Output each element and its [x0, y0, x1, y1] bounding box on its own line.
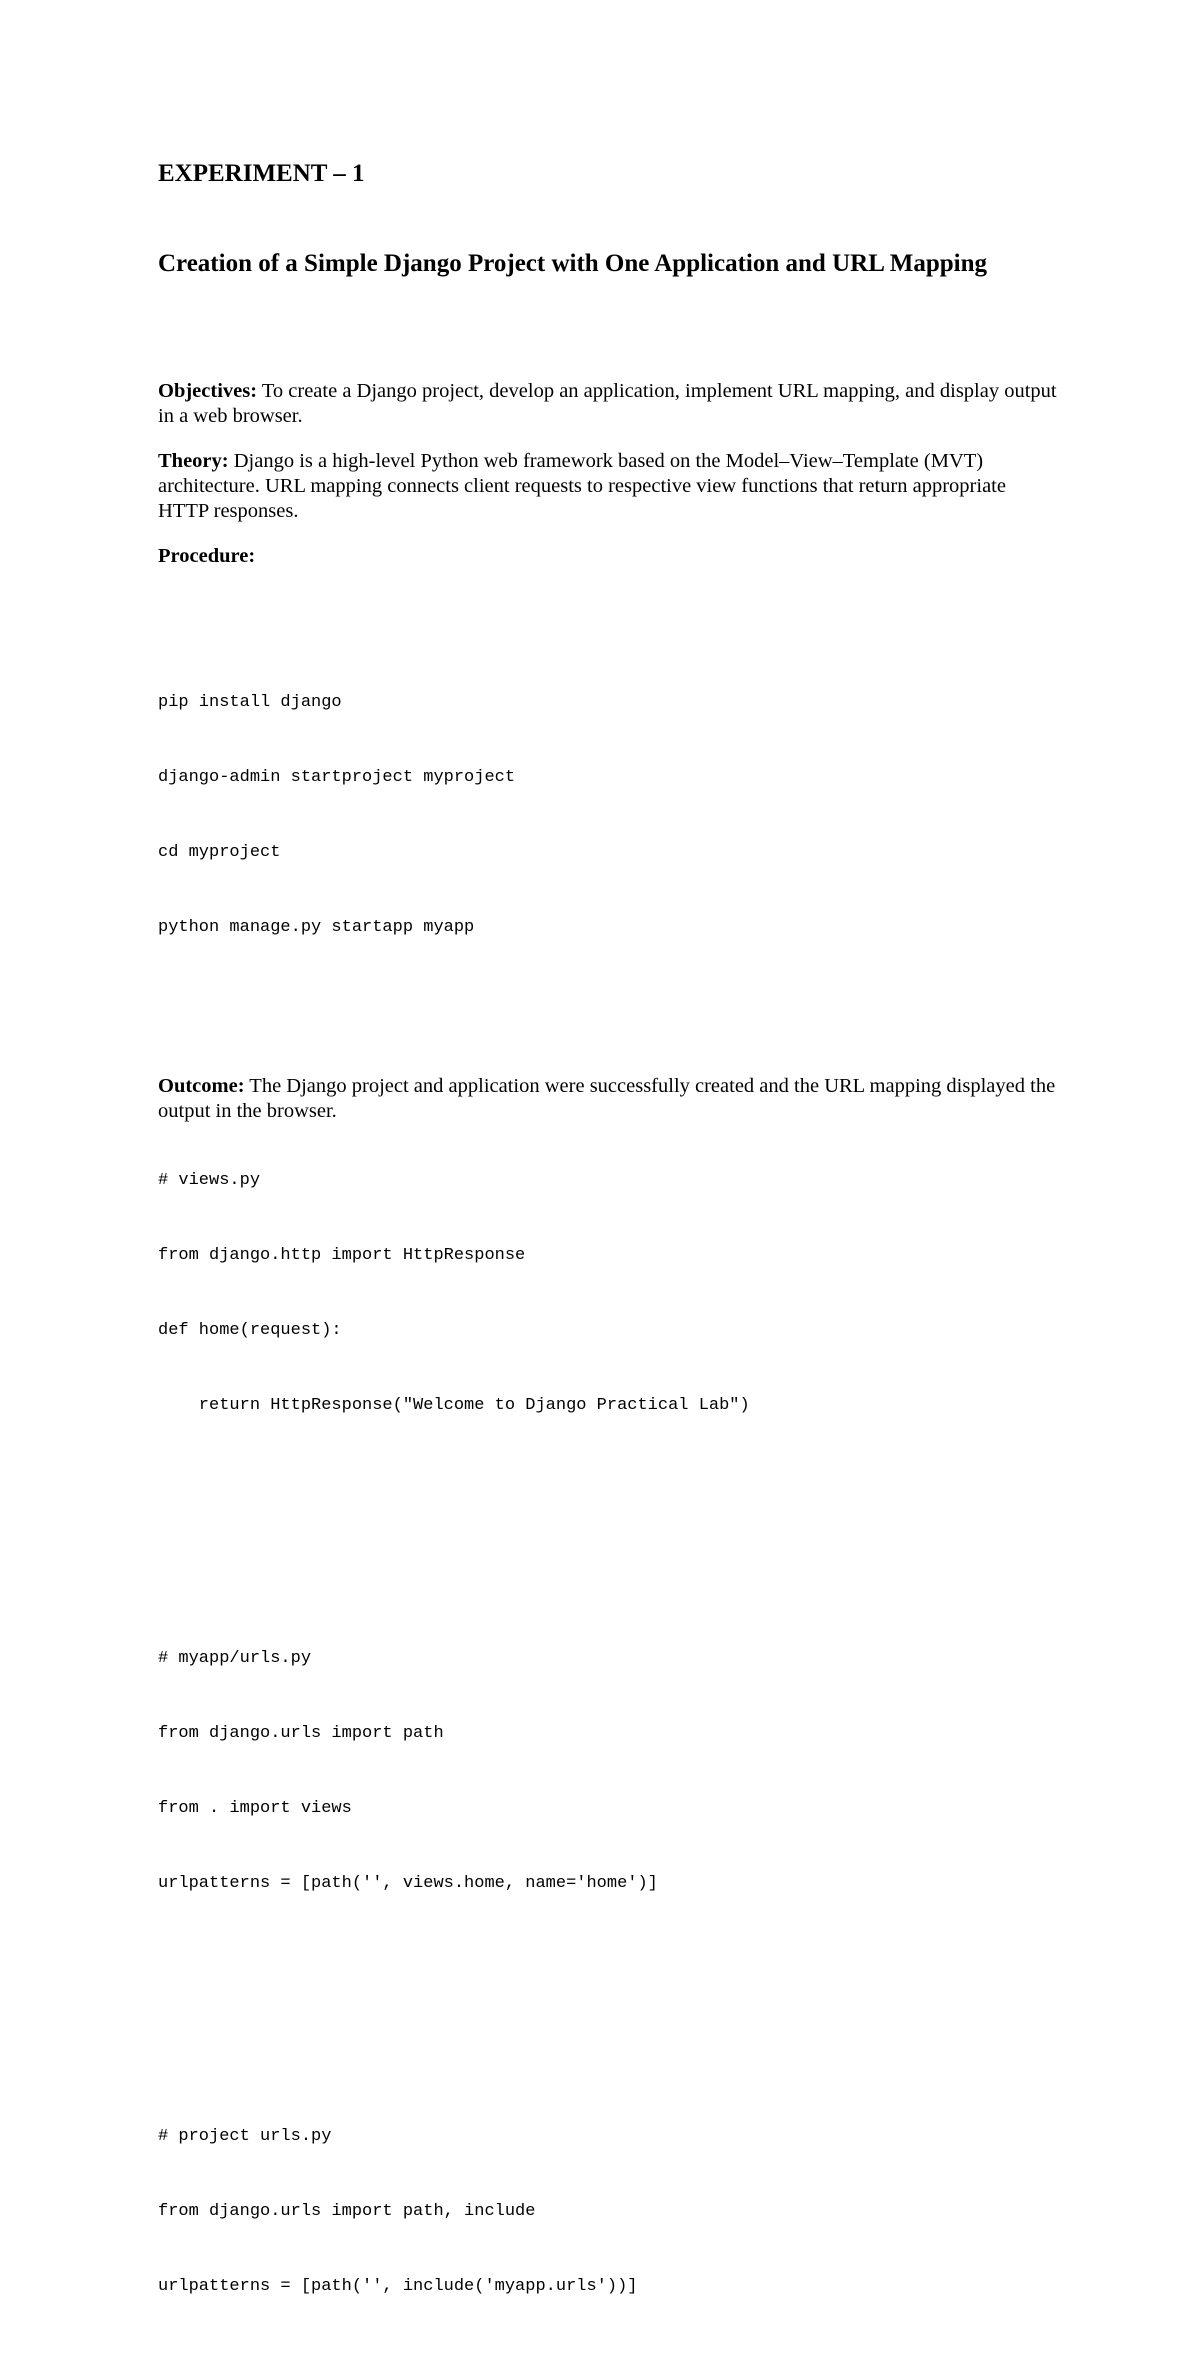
code-line: from django.http import HttpResponse — [158, 1246, 526, 1265]
code-line: return HttpResponse("Welcome to Django Practical Lab") — [158, 1396, 750, 1415]
code-line: django-admin startproject myproject — [158, 768, 516, 787]
procedure-code — [158, 590, 750, 2374]
code-line: from django.urls import path — [158, 1724, 444, 1743]
code-line: urlpatterns = [path('', include('myapp.urls'))] — [158, 2277, 638, 2296]
theory-text: Django is a high-level Python web framework based on the Model–View–Template (MVT) architecture. URL mapping connects client requests to respective view functions that return appropriate HTTP responses. — [158, 450, 1006, 522]
code-line: # views.py — [158, 1171, 261, 1190]
outcome-text: The Django project and application were successfully created and the URL mapping displayed the output in the browser. — [158, 1075, 1056, 1122]
procedure-label-text: Procedure: — [158, 545, 256, 567]
code-line: urlpatterns = [path('', views.home, name='home')] — [158, 1874, 658, 1893]
code-block-install — [158, 640, 750, 990]
code-line: from . import views — [158, 1799, 352, 1818]
objectives-label: Objectives: — [158, 380, 258, 402]
code-line: # myapp/urls.py — [158, 1649, 312, 1668]
theory-paragraph — [158, 449, 1058, 524]
objectives-text: To create a Django project, develop an application, implement URL mapping, and display output in a web browser. — [158, 380, 1057, 427]
code-line: # project urls.py — [158, 2127, 332, 2146]
code-line: python manage.py startapp myapp — [158, 918, 475, 937]
outcome-paragraph — [158, 1074, 1058, 1124]
code-block-app-urls — [158, 1596, 750, 1946]
objectives-paragraph — [158, 379, 1058, 429]
code-line: pip install django — [158, 693, 342, 712]
code-line: from django.urls import path, include — [158, 2202, 536, 2221]
code-block-project-urls — [158, 2074, 750, 2349]
outcome-label: Outcome: — [158, 1075, 245, 1097]
code-line: cd myproject — [158, 843, 281, 862]
experiment-title: EXPERIMENT – 1 — [158, 160, 365, 187]
code-block-views — [158, 1118, 750, 1468]
code-line: def home(request): — [158, 1321, 342, 1340]
experiment-heading: Creation of a Simple Django Project with One Application and URL Mapping — [158, 250, 987, 277]
procedure-label — [158, 544, 1058, 569]
theory-label: Theory: — [158, 450, 229, 472]
